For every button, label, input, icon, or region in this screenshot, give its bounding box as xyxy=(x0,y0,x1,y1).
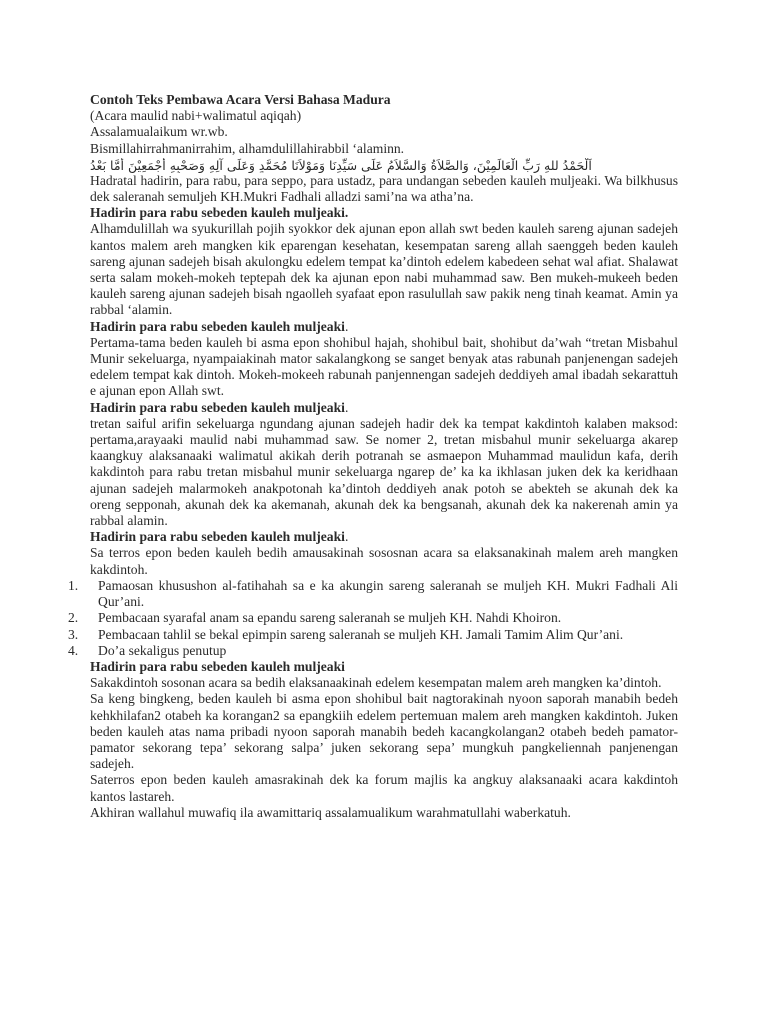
basmalah-line: Bismillahirrahmanirrahim, alhamdulillahirabbil ‘alaminn. xyxy=(90,140,405,156)
list-number: 4. xyxy=(68,642,79,658)
section-heading-line xyxy=(90,319,678,335)
section-heading-line xyxy=(90,529,678,545)
greeting: Assalamualaikum wr.wb. xyxy=(90,124,228,140)
list-item xyxy=(68,642,678,659)
list-item xyxy=(68,626,678,643)
heading-punctuation: . xyxy=(344,529,349,545)
section-heading: Hadirin para rabu sebeden kauleh muljeaki xyxy=(90,318,345,334)
list-number: 1. xyxy=(68,577,79,593)
heading-punctuation: . xyxy=(344,318,349,334)
list-number: 3. xyxy=(68,626,79,642)
list-item-text: Pamaosan khusushon al-fatihahah sa e ka akungin sareng saleranah se muljeh KH. Mukri Fadhali Ali Qur’ani. xyxy=(98,577,678,610)
list-item-text: Pembacaan syarafal anam sa epandu sareng saleranah se muljeh KH. Nahdi Khoiron. xyxy=(98,610,562,626)
list-item xyxy=(68,577,678,610)
event-subtitle: (Acara maulid nabi+walimatul aqiqah) xyxy=(90,108,302,124)
paragraph-opening: Hadratal hadirin, para rabu, para seppo, para ustadz, para undangan sebeden kauleh muljeaki. Wa bilkhusus dek saleranah semuljeh KH.Mukri Fadhali alladzi sami’na wa atha’na. xyxy=(90,172,678,205)
section-heading: Hadirin para rabu sebeden kauleh muljeaki xyxy=(90,658,345,674)
section-heading-line xyxy=(90,400,678,416)
paragraph-thanks: Pertama-tama beden kauleh bi asma epon shohibul hajah, shohibul bait, shohibut da’wah “tretan Misbahul Munir sekeluarga, nyampaiakinah mator sakalangkong se sanget benyak atas rabunah panjenengan sadejeh edelem tempat kak dintoh. Mokeh-mokeeh rabunah panjennengan sadejeh deddiyeh amal ibadah sekarattuh e ajunan epon Allah swt. xyxy=(90,334,678,399)
heading-punctuation: . xyxy=(344,399,349,415)
list-item-text: Do’a sekaligus penutup xyxy=(98,642,227,658)
list-item-text: Pembacaan tahlil se bekal epimpin sareng saleranah se muljeh KH. Jamali Tamim Alim Qur’ani. xyxy=(98,626,624,642)
paragraph-gratitude: Alhamdulillah wa syukurillah pojih syokkor dek ajunan epon allah swt beden kauleh sareng ajunan sadejeh kantos malem areh mangken kik eparengan kesehatan, kesempatan sareng allah saenggeh beden kauleh sareng ajunan sadejeh bisah akulongku edelem tempat ka’dintoh edelem kabedeen sehat wal afiat. Shalawat serta salam mokeh-mokeh teptepah dek ka ajunan epon nabi muhammad saw. Ben mukeh-mukeeh beden kauleh sareng ajunan sadejeh bisah ngaolleh syafaat epon rasulullah saw pakik neng tinah keamat. Amin ya rabbal ‘alamin. xyxy=(90,221,678,318)
arabic-opening: اَلْحَمْدُ للهِ رَبِّ الْعَالَمِيْنَ، وَالصَّلاَةُ وَالسَّلاَمُ عَلَى سَيِّدِنَا وَمَوْلاَنَا مُحَمَّدٍ وَعَلَى آلِهِ وَصَحْبِهِ أَجْمَعِيْنَ أَمَّا بَعْدُ xyxy=(90,157,592,173)
paragraph-continue: Saterros epon beden kauleh amasrakinah dek ka forum majlis ka angkuy alaksanaaki acara kakdintoh kantos lastareh. xyxy=(90,772,678,804)
document-title: Contoh Teks Pembawa Acara Versi Bahasa Madura xyxy=(90,92,391,107)
section-heading: Hadirin para rabu sebeden kauleh muljeaki xyxy=(90,399,345,415)
paragraph-agenda-intro: Sa terros epon beden kauleh bedih amausakinah sososnan acara sa elaksanakinah malem areh mangken kakdintoh. xyxy=(90,545,678,577)
agenda-list xyxy=(68,577,678,659)
paragraph-farewell: Akhiran wallahul muwafiq ila awamittariq assalamualikum warahmatullahi waberkatuh. xyxy=(90,804,571,820)
section-heading: Hadirin para rabu sebeden kauleh muljeaki. xyxy=(90,205,349,221)
section-heading: Hadirin para rabu sebeden kauleh muljeaki xyxy=(90,529,345,545)
paragraph-closing-1: Sakakdintoh sosonan acara sa bedih elaksanaakinah edelem kesempatan malem areh mangken ka’dintoh. xyxy=(90,675,662,691)
list-item xyxy=(68,610,678,626)
list-number: 2. xyxy=(68,610,79,626)
paragraph-purpose: tretan saiful arifin sekeluarga ngundang ajunan sadejeh hadir dek ka tempat kakdintoh kalaben maksod: pertama,arayaaki maulid nabi muhammad saw. Se nomer 2, tretan misbahul munir sekeluarga akarep kaangkuy alaksanaaki walimatul akikah derih potranah se asmaepon Muhammad maulidun kafa, derih kakdintoh para rabu tretan misbahul munir sekeluarga ngarep de’ ka ka ikhlasan juken dek ka keridhaan ajunan sadejeh malarmokeh anakpotonah ka’dintoh deddiyeh anak potoh se abekteh se akunah dek ka oreng sepponah, akunah dek ka akemanah, akunah dek ka bengsanah, akunah dek ka nakerenah amin ya rabbal alamin. xyxy=(90,415,678,529)
paragraph-apology: Sa keng bingkeng, beden kauleh bi asma epon shohibul bait nagtorakinah nyoon saporah manabih bedeh kehkhilafan2 otabeh ka korangan2 sa epangkiih edelem pertemuan malem areh mangken kakdintoh. Juken beden kauleh atas nama pribadi nyoon saporah manabih bedeh kacangkolangan2 otabeh bedeh pamator-pamator sekorang tepa’ sekorang salpa’ juken sekorang sepa’ mungkuh pangkeliennah panjenengan sadejeh. xyxy=(90,691,678,772)
